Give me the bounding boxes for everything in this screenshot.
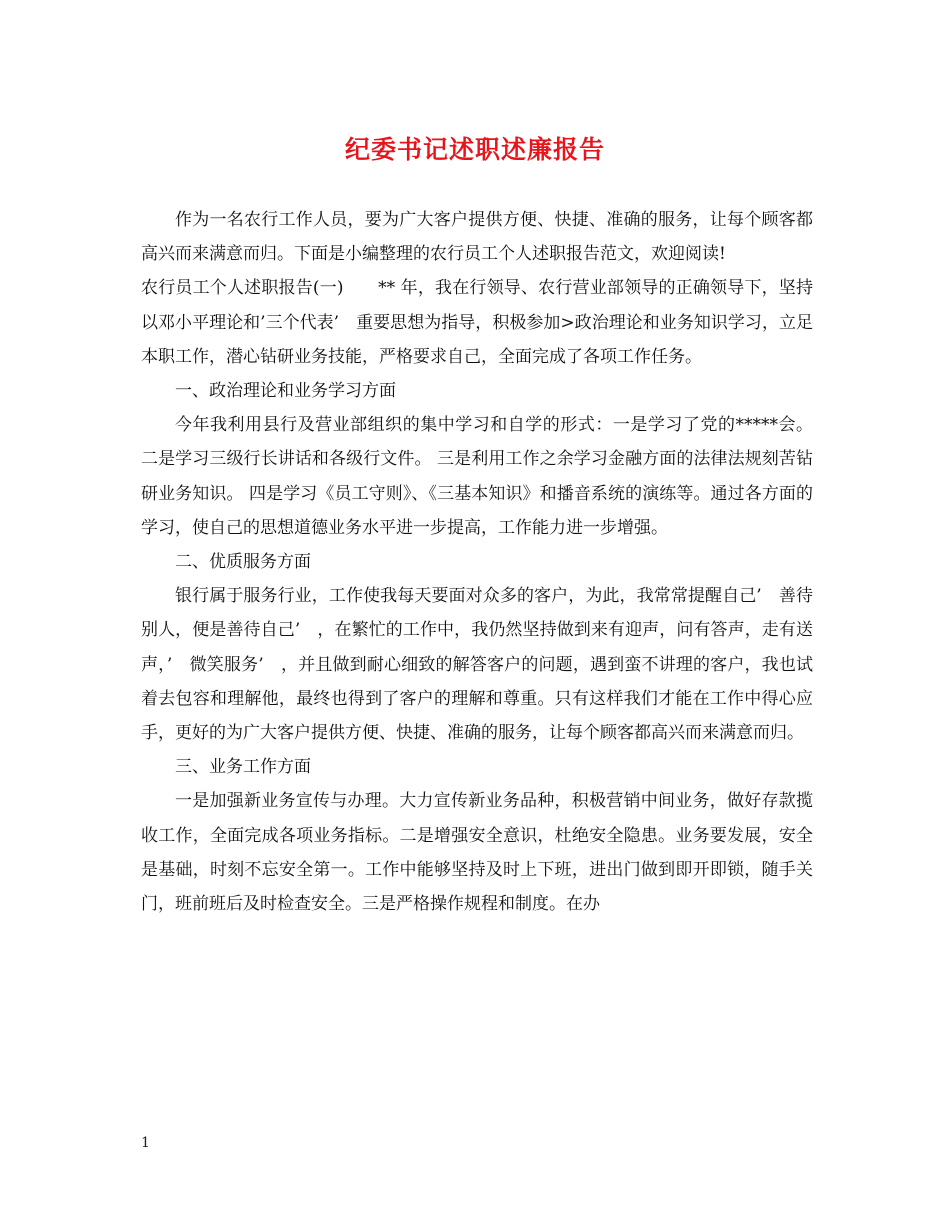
intro-paragraph: 作为一名农行工作人员，要为广大客户提供方便、快捷、准确的服务，让每个顾客都高兴而来满意而归。下面是小编整理的农行员工个人述职报告范文，欢迎阅读!: [141, 210, 813, 265]
section-heading-politics: 一、政治理论和业务学习方面: [175, 381, 396, 402]
document-body: [141, 203, 813, 921]
politics-paragraph: 今年我利用县行及营业部组织的集中学习和自学的形式：一是学习了党的*****会。 二是学习三级行长讲话和各级行文件。 三是利用工作之余学习金融方面的法律法规刻苦钻研业务知识。 四是学习《员工守则》、《三基本知识》和播音系统的演练等。通过各方面的学习，使自己的思想道德业务水平进一步提高，工作能力进一步增强。: [141, 415, 813, 538]
section-heading-service: 二、优质服务方面: [175, 552, 311, 573]
section-heading-business: 三、业务工作方面: [175, 757, 311, 778]
report-intro-paragraph: 农行员工个人述职报告(一) ** 年，我在行领导、农行营业部领导的正确领导下，坚持以邓小平理论和’三个代表’ 重要思想为指导，积极参加>政治理论和业务知识学习，立足本职工作，潜心钻研业务技能，严格要求自己，全面完成了各项工作任务。: [141, 278, 813, 367]
service-paragraph: 银行属于服务行业，工作使我每天要面对众多的客户，为此，我常常提醒自己’ 善待别人，便是善待自己’ ，在繁忙的工作中，我仍然坚持做到来有迎声，问有答声，走有送声，’ 微笑服务’ ，并且做到耐心细致的解答客户的问题，遇到蛮不讲理的客户，我也试着去包容和理解他，最终也得到了客户的理解和尊重。只有这样我们才能在工作中得心应手，更好的为广大客户提供方便、快捷、准确的服务，让每个顾客都高兴而来满意而归。: [141, 586, 813, 744]
page-number: 1: [141, 1135, 150, 1151]
document-title: 纪委书记述职述廉报告: [344, 135, 605, 164]
business-paragraph: 一是加强新业务宣传与办理。大力宣传新业务品种，积极营销中间业务，做好存款揽收工作，全面完成各项业务指标。二是增强安全意识，杜绝安全隐患。业务要发展，安全是基础，时刻不忘安全第一。工作中能够坚持及时上下班，进出门做到即开即锁，随手关门，班前班后及时检查安全。三是严格操作规程和制度。在办: [141, 791, 813, 915]
